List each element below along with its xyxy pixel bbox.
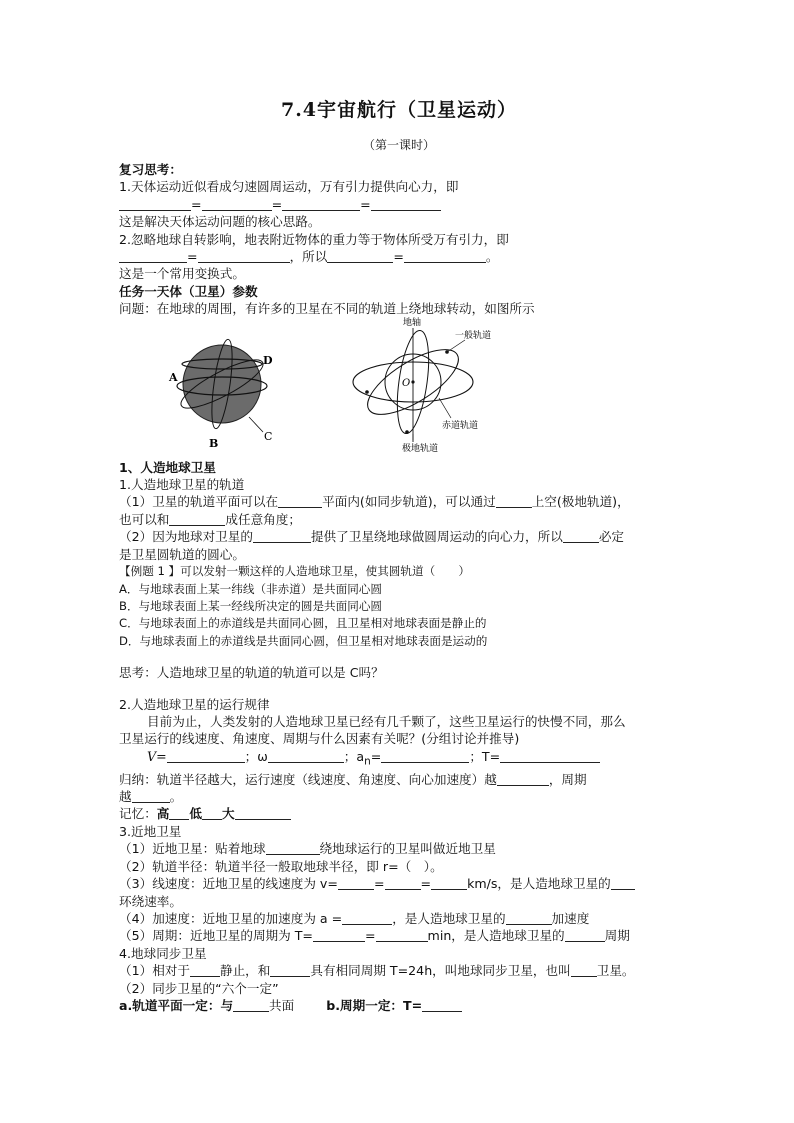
text: 静止，和: [219, 963, 271, 979]
example1-option-b[interactable]: B．与地球表面上某一经线所决定的圆是共面同心圆: [119, 598, 383, 613]
blank[interactable]: [278, 495, 322, 508]
blank[interactable]: [385, 877, 421, 890]
text: （1）近地卫星：贴着地球: [119, 841, 266, 857]
blank[interactable]: [563, 530, 599, 543]
text: 成任意角度；: [225, 511, 301, 527]
text: ，是人造地球卫星的: [392, 910, 506, 926]
text: 具有相同周期 T=24h，叫地球同步卫星，也叫: [310, 963, 571, 979]
text: min，是人造地球卫星的: [427, 928, 565, 944]
section3-line3b: 环绕速率。: [119, 893, 182, 909]
example1-option-d[interactable]: D．与地球表面上的赤道线是共面同心圆，但卫星相对地球表面是运动的: [119, 633, 488, 648]
section4-line2: （2）同步卫星的“六个一定”: [119, 980, 279, 996]
blank[interactable]: [119, 198, 191, 211]
text: 必定: [598, 529, 625, 545]
section1-p1-line1: [119, 493, 679, 510]
text: n: [364, 755, 371, 768]
text: ；ω: [244, 748, 268, 764]
text: （1）卫星的轨道平面可以在: [119, 494, 279, 510]
text: 周期: [604, 928, 630, 944]
example1-option-a[interactable]: A．与地球表面上某一纬线（非赤道）是共面同心圆: [119, 581, 382, 596]
section3-heading: 3.近地卫星: [119, 823, 182, 839]
page-title: 7.4宇宙航行（卫星运动）: [280, 99, 518, 121]
text: 大: [221, 806, 235, 822]
blank[interactable]: [381, 750, 469, 763]
section3-line5: [119, 927, 679, 944]
blank[interactable]: [371, 198, 441, 211]
section1-heading: 1、人造地球卫星: [119, 459, 216, 475]
section3-line1: [119, 840, 679, 857]
section3-line4: [119, 910, 679, 927]
review-q2-mid: ，所以: [289, 249, 328, 265]
section3-line3: [119, 875, 679, 892]
text: （3）线速度：近地卫星的线速度为 v=: [119, 876, 338, 892]
label-o: O: [402, 377, 411, 389]
task1-question: 问题：在地球的周围，有许多的卫星在不同的轨道上绕地球转动，如图所示: [119, 301, 535, 317]
blank[interactable]: [327, 250, 393, 263]
example1-question: 【例题 1 】可以发射一颗这样的人造地球卫星，使其圆轨道（ ）: [119, 564, 470, 579]
blank[interactable]: [313, 929, 365, 942]
blank[interactable]: [431, 877, 467, 890]
review-q1: 1.天体运动近似看成匀速圆周运动，万有引力提供向心力，即: [119, 179, 459, 195]
section2-para-line2: 卫星运行的线速度、角速度、周期与什么因素有关呢？(分组讨论并推导): [119, 731, 520, 747]
text: a.轨道平面一定：与: [119, 997, 234, 1013]
task1-heading: 任务一天体（卫星）参数: [119, 283, 258, 299]
section4-line3: [119, 997, 679, 1014]
text: =: [373, 876, 385, 892]
blank[interactable]: [506, 912, 552, 925]
orbit-types-figure: [347, 314, 507, 454]
text: =: [370, 748, 382, 764]
section1-p2-line1: [119, 528, 679, 545]
blank[interactable]: [376, 929, 428, 942]
text: 也可以和: [119, 511, 170, 527]
text: b.周期一定：T=: [326, 997, 423, 1013]
label-polar-orbit: 极地轨道: [402, 443, 439, 454]
blank[interactable]: [169, 807, 189, 820]
section2-para-line1: 目前为止，人类发射的人造地球卫星已经有几千颗了，这些卫星运行的快慢不同，那么: [147, 713, 626, 729]
text: ；a: [343, 748, 365, 764]
blank[interactable]: [190, 964, 220, 977]
text: =: [420, 876, 432, 892]
text: 共面: [269, 997, 295, 1013]
worksheet-page: [119, 95, 679, 1014]
text: 卫星。: [596, 963, 635, 979]
text: ，周期: [548, 771, 587, 787]
label-general-orbit: 一般轨道: [455, 330, 492, 341]
blank[interactable]: [342, 912, 392, 925]
text: 越: [119, 789, 132, 805]
section2-summary-line2: [119, 788, 679, 805]
text: 高: [156, 806, 170, 822]
text: km/s，是人造地球卫星的: [467, 876, 611, 892]
label-earth-axis: 地轴: [403, 317, 422, 328]
text: 低: [189, 806, 202, 822]
blank[interactable]: [266, 842, 320, 855]
blank[interactable]: [198, 250, 290, 263]
section1-think: 思考：人造地球卫星的轨道的轨道可以是 C吗？: [119, 665, 384, 681]
text: 记忆：: [119, 806, 157, 822]
blank[interactable]: [268, 750, 344, 763]
review-q2-note: 这是一个常用变换式。: [119, 266, 245, 282]
text: （4）加速度：近地卫星的加速度为 a =: [119, 910, 343, 926]
blank[interactable]: [497, 773, 549, 786]
text: 上空(极地轨道)，: [531, 494, 630, 510]
example1-option-c[interactable]: C．与地球表面上的赤道线是共面同心圆，且卫星相对地球表面是静止的: [119, 616, 487, 631]
text: （1）相对于: [119, 963, 190, 979]
text: V=: [147, 748, 167, 764]
review-q2: 2.忽略地球自转影响，地表附近物体的重力等于物体所受万有引力，即: [119, 231, 509, 247]
review-q1-note: 这是解决天体运动问题的核心思路。: [119, 214, 321, 230]
text: 归纳：轨道半径越大，运行速度（线速度、角速度、向心加速度）越: [119, 771, 497, 787]
text: 加速度: [551, 910, 590, 926]
text: 提供了卫星绕地球做圆周运动的向心力，所以: [310, 529, 563, 545]
blank[interactable]: [422, 999, 462, 1012]
section2-summary-line1: [119, 771, 679, 788]
section2-memory: [119, 805, 679, 822]
text: 平面内(如同步轨道)，可以通过: [322, 494, 496, 510]
blank[interactable]: [404, 250, 486, 263]
label-b: B: [209, 436, 219, 450]
text: 绕地球运行的卫星叫做近地卫星: [319, 841, 496, 857]
text: （2）因为地球对卫星的: [119, 529, 253, 545]
section3-line2: （2）轨道半径：轨道半径一般取地球半径，即 r=（ ）。: [119, 858, 443, 874]
label-d: D: [263, 353, 273, 367]
label-c: C: [264, 429, 273, 443]
blank[interactable]: [167, 750, 245, 763]
blank[interactable]: [338, 877, 374, 890]
section1-sub1: 1.人造地球卫星的轨道: [119, 477, 245, 493]
label-a: A: [169, 370, 178, 384]
blank[interactable]: [119, 250, 187, 263]
blank[interactable]: [169, 513, 225, 526]
blank[interactable]: [571, 964, 597, 977]
blank[interactable]: [565, 929, 605, 942]
blank[interactable]: [500, 750, 600, 763]
review-q1-blanks: = = =: [119, 196, 679, 213]
section1-p2-line2: 是卫星圆轨道的圆心。: [119, 546, 245, 562]
section1-p1-line2: [119, 511, 679, 528]
review-heading: 复习思考：: [119, 162, 182, 177]
text: ；T=: [469, 748, 501, 764]
label-equatorial-orbit: 赤道轨道: [442, 420, 479, 431]
blank[interactable]: [202, 198, 272, 211]
blank[interactable]: [235, 807, 291, 820]
blank[interactable]: [270, 964, 310, 977]
earth-orbits-figure: [159, 322, 289, 450]
review-q2-blanks: = ，所以 = 。: [119, 248, 679, 265]
blank[interactable]: [611, 877, 635, 890]
blank[interactable]: [202, 807, 222, 820]
blank[interactable]: [282, 198, 360, 211]
text: 。: [169, 789, 183, 805]
section2-formulas: [119, 748, 679, 771]
text: =: [364, 928, 376, 944]
blank[interactable]: [233, 999, 269, 1012]
figures-row: [119, 317, 679, 457]
section4-line1: [119, 962, 679, 979]
text: （5）周期：近地卫星的周期为 T=: [119, 928, 313, 944]
blank[interactable]: [132, 790, 170, 803]
section2-heading: 2.人造地球卫星的运行规律: [119, 696, 270, 712]
blank[interactable]: [253, 530, 311, 543]
page-subtitle: （第一课时）: [362, 138, 435, 152]
blank[interactable]: [496, 495, 532, 508]
section4-heading: 4.地球同步卫星: [119, 945, 207, 961]
